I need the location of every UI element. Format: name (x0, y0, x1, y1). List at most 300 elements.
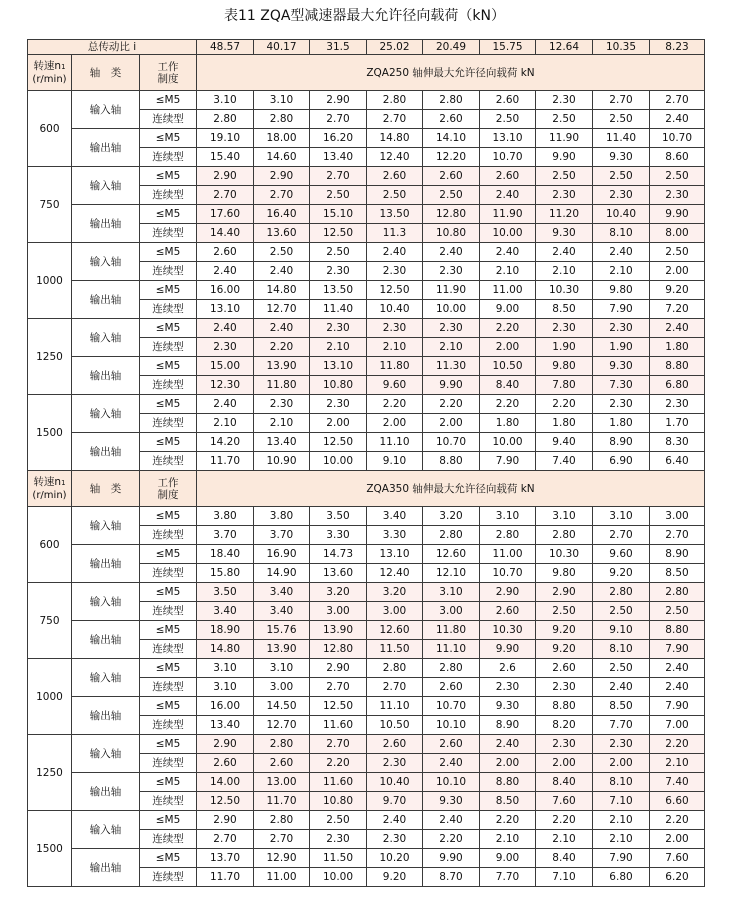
load-value: 2.00 (480, 338, 536, 357)
load-value: 8.10 (593, 224, 650, 243)
load-value: 7.30 (593, 376, 650, 395)
speed-value: 750 (28, 167, 72, 243)
load-value: 8.50 (536, 300, 593, 319)
load-value: 10.40 (593, 205, 650, 224)
load-value: 11.10 (367, 697, 423, 716)
load-value: 7.20 (650, 300, 705, 319)
load-value: 9.90 (650, 205, 705, 224)
table-row (28, 545, 705, 564)
load-value: 13.50 (310, 281, 367, 300)
load-value: 2.30 (593, 395, 650, 414)
load-value: 12.20 (423, 148, 480, 167)
speed-unit: (r/min) (32, 489, 67, 501)
table-row (28, 773, 705, 792)
load-value: 11.90 (536, 129, 593, 148)
work-mode-value: ≤M5 (140, 91, 197, 110)
load-value: 2.40 (197, 319, 254, 338)
load-value: 2.10 (593, 830, 650, 849)
load-value: 9.90 (423, 376, 480, 395)
load-value: 2.70 (197, 830, 254, 849)
load-value: 8.60 (650, 148, 705, 167)
work-mode-value: 连续型 (140, 262, 197, 281)
table-row (28, 735, 705, 754)
load-value: 2.60 (480, 91, 536, 110)
load-value: 2.70 (197, 186, 254, 205)
load-value: 12.60 (423, 545, 480, 564)
load-value: 2.30 (593, 319, 650, 338)
load-value: 2.30 (593, 735, 650, 754)
load-value: 2.40 (480, 186, 536, 205)
load-value: 10.00 (480, 224, 536, 243)
load-value: 2.60 (367, 167, 423, 186)
load-value: 2.70 (310, 735, 367, 754)
load-value: 7.90 (650, 640, 705, 659)
load-value: 2.50 (310, 243, 367, 262)
section-subtitle: ZQA350 轴伸最大允许径向载荷 kN (197, 471, 705, 507)
load-value: 2.10 (480, 262, 536, 281)
ratio-value: 12.64 (536, 40, 593, 55)
load-value: 3.80 (197, 507, 254, 526)
load-value: 8.10 (593, 773, 650, 792)
load-value: 11.50 (367, 640, 423, 659)
output-shaft-label: 输出轴 (72, 129, 140, 167)
speed-value: 1250 (28, 735, 72, 811)
work-mode-value: ≤M5 (140, 357, 197, 376)
output-shaft-label: 输出轴 (72, 357, 140, 395)
ratio-value: 8.23 (650, 40, 705, 55)
load-value: 7.90 (650, 697, 705, 716)
load-value: 10.30 (536, 545, 593, 564)
load-value: 2.00 (650, 830, 705, 849)
load-value: 1.80 (536, 414, 593, 433)
work-mode-value: ≤M5 (140, 319, 197, 338)
load-value: 15.80 (197, 564, 254, 583)
work-mode-line-1: 工作 (157, 60, 179, 73)
load-value: 12.70 (254, 300, 310, 319)
load-value: 2.50 (310, 186, 367, 205)
load-value: 11.80 (367, 357, 423, 376)
load-value: 9.80 (536, 357, 593, 376)
load-value: 9.60 (593, 545, 650, 564)
load-value: 2.30 (310, 319, 367, 338)
load-value: 7.80 (536, 376, 593, 395)
load-value: 10.70 (480, 148, 536, 167)
load-value: 2.60 (367, 735, 423, 754)
load-value: 13.10 (310, 357, 367, 376)
work-mode-value: 连续型 (140, 526, 197, 545)
load-value: 9.20 (593, 564, 650, 583)
load-value: 10.10 (423, 773, 480, 792)
work-mode-value: ≤M5 (140, 507, 197, 526)
table-row (28, 167, 705, 186)
table-row (28, 507, 705, 526)
load-value: 12.50 (310, 433, 367, 452)
load-value: 13.10 (367, 545, 423, 564)
load-value: 7.60 (536, 792, 593, 811)
load-value: 3.10 (197, 678, 254, 697)
load-value: 9.30 (480, 697, 536, 716)
load-value: 2.30 (367, 262, 423, 281)
load-value: 3.80 (254, 507, 310, 526)
input-shaft-label: 输入轴 (72, 811, 140, 849)
load-value: 11.30 (423, 357, 480, 376)
load-value: 2.50 (536, 602, 593, 621)
load-value: 2.10 (197, 414, 254, 433)
work-mode-value: ≤M5 (140, 697, 197, 716)
input-shaft-label: 输入轴 (72, 91, 140, 129)
load-value: 10.40 (367, 773, 423, 792)
load-value: 15.40 (197, 148, 254, 167)
load-value: 2.30 (197, 338, 254, 357)
output-shaft-label: 输出轴 (72, 697, 140, 735)
load-value: 9.20 (536, 640, 593, 659)
work-mode-value: ≤M5 (140, 205, 197, 224)
speed-label: 转速n (33, 475, 62, 488)
load-value: 2.40 (593, 243, 650, 262)
load-value: 8.90 (593, 433, 650, 452)
ratio-row (28, 40, 705, 55)
load-value: 2.30 (480, 678, 536, 697)
load-value: 9.00 (480, 849, 536, 868)
load-value: 12.80 (423, 205, 480, 224)
load-value: 2.10 (367, 338, 423, 357)
load-value: 2.10 (593, 811, 650, 830)
load-value: 13.70 (197, 849, 254, 868)
speed-value: 750 (28, 583, 72, 659)
load-value: 10.30 (480, 621, 536, 640)
table-row (28, 357, 705, 376)
work-mode-value: 连续型 (140, 754, 197, 773)
work-mode-value: 连续型 (140, 224, 197, 243)
load-value: 11.10 (423, 640, 480, 659)
load-value: 3.70 (197, 526, 254, 545)
load-value: 2.10 (480, 830, 536, 849)
load-value: 10.50 (367, 716, 423, 735)
load-value: 2.40 (650, 110, 705, 129)
load-value: 2.40 (197, 395, 254, 414)
load-value: 10.30 (536, 281, 593, 300)
load-value: 16.00 (197, 281, 254, 300)
load-value: 13.50 (367, 205, 423, 224)
load-value: 2.70 (367, 678, 423, 697)
load-value: 13.60 (310, 564, 367, 583)
load-value: 2.60 (423, 735, 480, 754)
load-value: 12.50 (310, 697, 367, 716)
input-shaft-label: 输入轴 (72, 735, 140, 773)
work-mode-value: 连续型 (140, 414, 197, 433)
work-mode-value: 连续型 (140, 716, 197, 735)
load-value: 11.40 (593, 129, 650, 148)
load-value: 10.00 (423, 300, 480, 319)
work-mode-value: ≤M5 (140, 621, 197, 640)
load-value: 9.30 (593, 148, 650, 167)
load-value: 2.30 (650, 395, 705, 414)
load-value: 11.3 (367, 224, 423, 243)
load-value: 13.60 (254, 224, 310, 243)
load-value: 3.10 (423, 583, 480, 602)
load-value: 3.50 (197, 583, 254, 602)
load-value: 6.60 (650, 792, 705, 811)
work-mode-value: ≤M5 (140, 545, 197, 564)
load-value: 11.80 (254, 376, 310, 395)
load-value: 2.10 (593, 262, 650, 281)
load-value: 10.80 (310, 376, 367, 395)
load-value: 6.90 (593, 452, 650, 471)
work-mode-value: ≤M5 (140, 811, 197, 830)
load-value: 2.20 (536, 395, 593, 414)
load-value: 9.20 (650, 281, 705, 300)
work-mode-value: 连续型 (140, 338, 197, 357)
load-value: 2.30 (367, 319, 423, 338)
load-value: 9.90 (536, 148, 593, 167)
load-value: 12.10 (423, 564, 480, 583)
table-row (28, 319, 705, 338)
load-value: 13.10 (197, 300, 254, 319)
load-value: 14.73 (310, 545, 367, 564)
load-value: 2.70 (367, 110, 423, 129)
table-row (28, 659, 705, 678)
load-value: 11.70 (197, 868, 254, 887)
work-mode-value: ≤M5 (140, 433, 197, 452)
load-value: 2.10 (650, 754, 705, 773)
load-value: 8.40 (480, 376, 536, 395)
work-mode-value: 连续型 (140, 186, 197, 205)
load-value: 3.00 (310, 602, 367, 621)
load-value: 3.40 (254, 602, 310, 621)
load-value: 7.70 (593, 716, 650, 735)
load-value: 2.50 (593, 602, 650, 621)
ratio-value: 15.75 (480, 40, 536, 55)
load-value: 2.90 (310, 659, 367, 678)
load-value: 13.90 (310, 621, 367, 640)
load-value: 9.30 (593, 357, 650, 376)
load-value: 2.40 (254, 262, 310, 281)
load-value: 15.10 (310, 205, 367, 224)
table-row (28, 243, 705, 262)
load-value: 2.40 (650, 319, 705, 338)
table-row (28, 433, 705, 452)
work-mode-value: 连续型 (140, 868, 197, 887)
load-value: 13.00 (254, 773, 310, 792)
load-value: 2.20 (480, 811, 536, 830)
load-value: 8.40 (536, 773, 593, 792)
load-value: 7.40 (650, 773, 705, 792)
work-mode-line-1: 工作 (157, 476, 179, 489)
input-shaft-label: 输入轴 (72, 243, 140, 281)
work-mode-value: 连续型 (140, 110, 197, 129)
load-value: 8.80 (423, 452, 480, 471)
load-value: 1.80 (480, 414, 536, 433)
load-value: 9.80 (536, 564, 593, 583)
input-shaft-label: 输入轴 (72, 583, 140, 621)
load-value: 3.10 (254, 659, 310, 678)
output-shaft-label: 输出轴 (72, 433, 140, 471)
load-value: 2.00 (423, 414, 480, 433)
load-value: 2.80 (254, 811, 310, 830)
load-value: 10.70 (650, 129, 705, 148)
load-value: 2.30 (310, 830, 367, 849)
load-value: 8.80 (536, 697, 593, 716)
section-header-row (28, 55, 705, 91)
work-mode-value: ≤M5 (140, 281, 197, 300)
load-value: 10.70 (423, 433, 480, 452)
table-row (28, 697, 705, 716)
load-value: 11.70 (197, 452, 254, 471)
load-value: 2.60 (480, 602, 536, 621)
input-shaft-label: 输入轴 (72, 659, 140, 697)
shaft-type-header: 轴 类 (72, 55, 140, 91)
load-value: 2.10 (423, 338, 480, 357)
speed-value: 1000 (28, 243, 72, 319)
table-row (28, 811, 705, 830)
load-value: 2.30 (536, 91, 593, 110)
load-value: 8.40 (536, 849, 593, 868)
load-value: 2.50 (650, 167, 705, 186)
load-value: 11.40 (310, 300, 367, 319)
load-value: 2.00 (593, 754, 650, 773)
load-value: 3.50 (310, 507, 367, 526)
load-value: 1.80 (650, 338, 705, 357)
load-value: 7.10 (536, 868, 593, 887)
load-value: 9.60 (367, 376, 423, 395)
load-value: 10.40 (367, 300, 423, 319)
load-value: 2.30 (367, 830, 423, 849)
work-mode-line-2: 制度 (157, 72, 179, 85)
load-value: 2.30 (310, 395, 367, 414)
input-shaft-label: 输入轴 (72, 395, 140, 433)
load-value: 7.10 (593, 792, 650, 811)
load-value: 2.50 (480, 110, 536, 129)
work-mode-value: ≤M5 (140, 395, 197, 414)
load-value: 18.90 (197, 621, 254, 640)
work-mode-value: 连续型 (140, 640, 197, 659)
load-value: 2.50 (536, 167, 593, 186)
load-value: 9.30 (423, 792, 480, 811)
load-value: 12.80 (310, 640, 367, 659)
load-value: 2.50 (593, 659, 650, 678)
work-mode-value: ≤M5 (140, 243, 197, 262)
load-value: 12.50 (310, 224, 367, 243)
load-value: 9.30 (536, 224, 593, 243)
load-value: 3.10 (480, 507, 536, 526)
load-value: 2.10 (536, 262, 593, 281)
work-mode-value: 连续型 (140, 376, 197, 395)
work-mode-value: ≤M5 (140, 129, 197, 148)
load-value: 10.00 (310, 868, 367, 887)
input-shaft-label: 输入轴 (72, 319, 140, 357)
load-value: 13.40 (254, 433, 310, 452)
load-value: 2.30 (536, 735, 593, 754)
load-value: 2.60 (254, 754, 310, 773)
load-value: 6.20 (650, 868, 705, 887)
load-value: 3.30 (310, 526, 367, 545)
output-shaft-label: 输出轴 (72, 281, 140, 319)
load-value: 16.20 (310, 129, 367, 148)
shaft-type-header: 轴 类 (72, 471, 140, 507)
load-value: 11.90 (480, 205, 536, 224)
load-value: 2.60 (423, 167, 480, 186)
load-value: 9.90 (423, 849, 480, 868)
load-value: 2.90 (536, 583, 593, 602)
speed-value: 600 (28, 91, 72, 167)
speed-value: 1500 (28, 395, 72, 471)
load-value: 18.40 (197, 545, 254, 564)
load-value: 2.40 (650, 659, 705, 678)
load-value: 7.60 (650, 849, 705, 868)
load-value: 10.80 (310, 792, 367, 811)
load-value: 2.70 (650, 526, 705, 545)
load-value: 8.00 (650, 224, 705, 243)
load-value: 8.80 (650, 621, 705, 640)
load-value: 18.00 (254, 129, 310, 148)
load-value: 2.80 (536, 526, 593, 545)
load-value: 1.80 (593, 414, 650, 433)
load-value: 2.00 (367, 414, 423, 433)
work-mode-value: 连续型 (140, 792, 197, 811)
table-row (28, 583, 705, 602)
load-value: 14.80 (367, 129, 423, 148)
load-value: 3.10 (197, 659, 254, 678)
table-row (28, 395, 705, 414)
speed-unit: (r/min) (32, 73, 67, 85)
load-value: 15.00 (197, 357, 254, 376)
load-value: 9.20 (367, 868, 423, 887)
load-value: 8.50 (593, 697, 650, 716)
load-value: 12.50 (367, 281, 423, 300)
table-row (28, 849, 705, 868)
output-shaft-label: 输出轴 (72, 205, 140, 243)
load-value: 2.30 (254, 395, 310, 414)
speed-value: 1250 (28, 319, 72, 395)
load-value: 2.00 (480, 754, 536, 773)
load-value: 2.60 (536, 659, 593, 678)
load-value: 13.90 (254, 640, 310, 659)
load-value: 2.70 (254, 186, 310, 205)
load-value: 12.60 (367, 621, 423, 640)
load-value: 9.10 (593, 621, 650, 640)
load-value: 2.20 (367, 395, 423, 414)
load-value: 2.80 (593, 583, 650, 602)
load-value: 2.00 (536, 754, 593, 773)
load-value: 8.90 (650, 545, 705, 564)
work-mode-value: 连续型 (140, 452, 197, 471)
table-row (28, 205, 705, 224)
load-value: 7.40 (536, 452, 593, 471)
work-mode-value: ≤M5 (140, 773, 197, 792)
ratio-value: 25.02 (367, 40, 423, 55)
section-subtitle: ZQA250 轴伸最大允许径向载荷 kN (197, 55, 705, 91)
load-value: 10.10 (423, 716, 480, 735)
load-value: 7.90 (593, 849, 650, 868)
load-value: 10.20 (367, 849, 423, 868)
work-mode-value: ≤M5 (140, 735, 197, 754)
load-value: 8.80 (480, 773, 536, 792)
load-value: 10.80 (423, 224, 480, 243)
load-value: 10.70 (480, 564, 536, 583)
load-value: 3.20 (367, 583, 423, 602)
load-value: 2.6 (480, 659, 536, 678)
load-value: 2.30 (536, 186, 593, 205)
load-value: 9.20 (536, 621, 593, 640)
load-value: 3.10 (254, 91, 310, 110)
load-value: 2.90 (197, 735, 254, 754)
load-value: 2.40 (423, 811, 480, 830)
work-mode-value: 连续型 (140, 830, 197, 849)
load-value: 2.30 (593, 186, 650, 205)
load-value: 2.40 (367, 811, 423, 830)
output-shaft-label: 输出轴 (72, 773, 140, 811)
load-value: 16.00 (197, 697, 254, 716)
